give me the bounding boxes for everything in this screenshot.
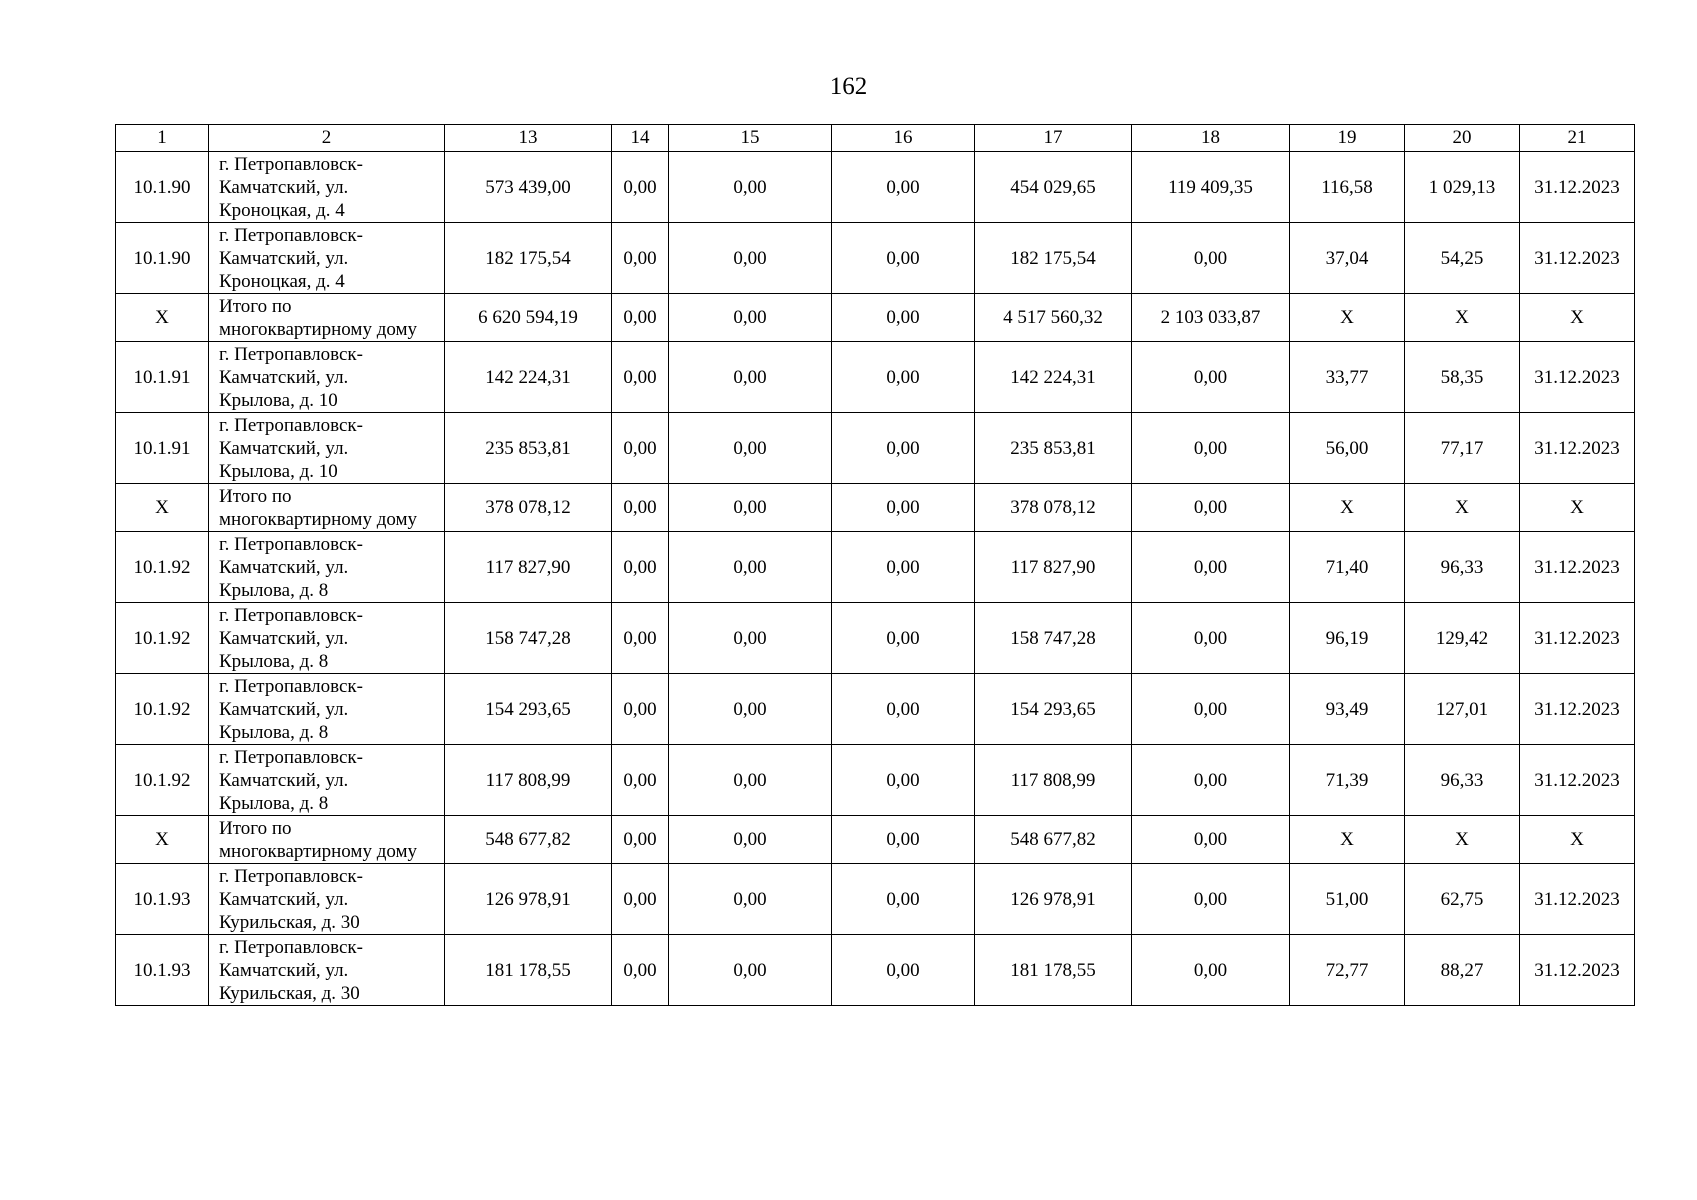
table-cell: 0,00 [832,532,975,603]
table-row [116,342,1635,413]
table-cell: 96,33 [1405,532,1520,603]
table-cell: 0,00 [612,294,669,342]
table-cell: 573 439,00 [445,152,612,223]
row-number-cell: 10.1.90 [116,223,209,294]
row-number-cell: 10.1.90 [116,152,209,223]
table-row [116,864,1635,935]
header-row [116,125,1635,152]
table-cell: 37,04 [1290,223,1405,294]
table-cell: X [1405,294,1520,342]
table-cell: 378 078,12 [445,484,612,532]
table-cell: 51,00 [1290,864,1405,935]
table-cell: 0,00 [612,745,669,816]
table-cell: 0,00 [612,342,669,413]
table-cell: 235 853,81 [445,413,612,484]
table-cell: 0,00 [612,935,669,1006]
table-cell: 548 677,82 [975,816,1132,864]
table-cell: 126 978,91 [975,864,1132,935]
table-cell: X [1290,294,1405,342]
table-cell: 0,00 [612,532,669,603]
table-cell: 0,00 [669,532,832,603]
table-cell: 0,00 [669,294,832,342]
table-cell: 182 175,54 [445,223,612,294]
table-cell: 117 827,90 [445,532,612,603]
table-cell: 96,19 [1290,603,1405,674]
table-cell: 77,17 [1405,413,1520,484]
table-cell: 0,00 [669,864,832,935]
table-cell: 1 029,13 [1405,152,1520,223]
row-number-cell: X [116,484,209,532]
table-cell: 142 224,31 [445,342,612,413]
table-cell: 0,00 [832,603,975,674]
table-cell: 0,00 [832,745,975,816]
total-row [116,816,1635,864]
column-header-1: 2 [209,125,445,152]
table-cell: 62,75 [1405,864,1520,935]
table-cell: 31.12.2023 [1520,532,1635,603]
row-number-cell: 10.1.92 [116,745,209,816]
table-cell: 126 978,91 [445,864,612,935]
row-number-cell: 10.1.91 [116,342,209,413]
column-header-4: 15 [669,125,832,152]
column-header-8: 19 [1290,125,1405,152]
column-header-0: 1 [116,125,209,152]
address-cell: г. Петропавловск- Камчатский, ул. Крылова, д. 10 [209,342,445,413]
table-cell: 548 677,82 [445,816,612,864]
table-cell: 0,00 [612,223,669,294]
table-cell: 378 078,12 [975,484,1132,532]
table-cell: X [1405,484,1520,532]
table-cell: 116,58 [1290,152,1405,223]
row-number-cell: X [116,816,209,864]
table-cell: 154 293,65 [975,674,1132,745]
table-row [116,223,1635,294]
table-cell: 142 224,31 [975,342,1132,413]
table-cell: 0,00 [669,342,832,413]
table-cell: X [1290,484,1405,532]
table-cell: 127,01 [1405,674,1520,745]
row-number-cell: 10.1.93 [116,864,209,935]
table-row [116,152,1635,223]
address-cell: Итого по многоквартирному дому [209,294,445,342]
address-cell: г. Петропавловск- Камчатский, ул. Крылова, д. 8 [209,674,445,745]
table-cell: 0,00 [612,816,669,864]
table-cell: 0,00 [832,484,975,532]
table-cell: 71,39 [1290,745,1405,816]
table-cell: 158 747,28 [445,603,612,674]
table-cell: 0,00 [1132,532,1290,603]
row-number-cell: 10.1.92 [116,603,209,674]
table-cell: 93,49 [1290,674,1405,745]
page-number: 162 [829,73,868,100]
table-cell: 54,25 [1405,223,1520,294]
table-cell: 235 853,81 [975,413,1132,484]
address-cell: г. Петропавловск- Камчатский, ул. Крылова, д. 10 [209,413,445,484]
table-cell: 117 808,99 [445,745,612,816]
address-cell: Итого по многоквартирному дому [209,816,445,864]
column-header-5: 16 [832,125,975,152]
table-cell: 31.12.2023 [1520,745,1635,816]
address-cell: г. Петропавловск- Камчатский, ул. Крылова, д. 8 [209,532,445,603]
table-cell: 31.12.2023 [1520,152,1635,223]
table-cell: 0,00 [1132,413,1290,484]
table-cell: 0,00 [669,816,832,864]
address-cell: Итого по многоквартирному дому [209,484,445,532]
table-cell: 96,33 [1405,745,1520,816]
table-row [116,745,1635,816]
table-cell: 2 103 033,87 [1132,294,1290,342]
row-number-cell: X [116,294,209,342]
table-cell: 31.12.2023 [1520,864,1635,935]
table-cell: 0,00 [669,413,832,484]
table-cell: 117 827,90 [975,532,1132,603]
table-cell: 0,00 [669,674,832,745]
table-cell: 0,00 [832,674,975,745]
data-table [115,124,1635,1006]
table-cell: 72,77 [1290,935,1405,1006]
table-cell: 0,00 [612,603,669,674]
address-cell: г. Петропавловск- Камчатский, ул. Крылова, д. 8 [209,603,445,674]
table-cell: 6 620 594,19 [445,294,612,342]
table-cell: 182 175,54 [975,223,1132,294]
table-cell: 0,00 [832,816,975,864]
table-row [116,935,1635,1006]
table-cell: X [1520,294,1635,342]
table-cell: 0,00 [669,484,832,532]
table-cell: 154 293,65 [445,674,612,745]
row-number-cell: 10.1.93 [116,935,209,1006]
table-cell: X [1520,484,1635,532]
table-row [116,674,1635,745]
table-cell: 0,00 [832,223,975,294]
table-row [116,413,1635,484]
table-cell: 0,00 [832,413,975,484]
table-cell: X [1405,816,1520,864]
table-cell: 0,00 [612,152,669,223]
table-cell: 181 178,55 [445,935,612,1006]
row-number-cell: 10.1.91 [116,413,209,484]
table-row [116,532,1635,603]
table-cell: 0,00 [612,674,669,745]
column-header-6: 17 [975,125,1132,152]
column-header-2: 13 [445,125,612,152]
table-cell: 58,35 [1405,342,1520,413]
address-cell: г. Петропавловск- Камчатский, ул. Курильская, д. 30 [209,935,445,1006]
table-cell: 31.12.2023 [1520,342,1635,413]
table-cell: 158 747,28 [975,603,1132,674]
table-cell: 0,00 [1132,484,1290,532]
total-row [116,294,1635,342]
row-number-cell: 10.1.92 [116,532,209,603]
table-cell: 4 517 560,32 [975,294,1132,342]
table-cell: 0,00 [669,935,832,1006]
table-cell: 31.12.2023 [1520,413,1635,484]
table-cell: 0,00 [612,413,669,484]
table-cell: 0,00 [1132,935,1290,1006]
table-cell: 0,00 [669,603,832,674]
table-cell: 0,00 [669,152,832,223]
table-cell: 31.12.2023 [1520,674,1635,745]
table-row [116,603,1635,674]
table-cell: 0,00 [612,484,669,532]
table-cell: 181 178,55 [975,935,1132,1006]
table-cell: 0,00 [832,935,975,1006]
total-row [116,484,1635,532]
table-cell: 0,00 [1132,342,1290,413]
table-cell: X [1520,816,1635,864]
table-cell: 0,00 [612,864,669,935]
table-cell: 31.12.2023 [1520,603,1635,674]
table-cell: X [1290,816,1405,864]
address-cell: г. Петропавловск- Камчатский, ул. Курильская, д. 30 [209,864,445,935]
table-cell: 117 808,99 [975,745,1132,816]
column-header-7: 18 [1132,125,1290,152]
column-header-10: 21 [1520,125,1635,152]
address-cell: г. Петропавловск- Камчатский, ул. Кроноцкая, д. 4 [209,152,445,223]
column-header-3: 14 [612,125,669,152]
table-header [116,125,1635,152]
column-header-9: 20 [1405,125,1520,152]
table-cell: 0,00 [832,864,975,935]
row-number-cell: 10.1.92 [116,674,209,745]
table-cell: 33,77 [1290,342,1405,413]
table-cell: 31.12.2023 [1520,935,1635,1006]
address-cell: г. Петропавловск- Камчатский, ул. Крылова, д. 8 [209,745,445,816]
table-cell: 0,00 [1132,864,1290,935]
table-cell: 71,40 [1290,532,1405,603]
table-cell: 0,00 [1132,603,1290,674]
table-cell: 0,00 [832,294,975,342]
table-cell: 0,00 [832,152,975,223]
table-cell: 129,42 [1405,603,1520,674]
table-cell: 454 029,65 [975,152,1132,223]
table-cell: 119 409,35 [1132,152,1290,223]
table-cell: 0,00 [1132,816,1290,864]
table-cell: 0,00 [669,745,832,816]
table-body [116,152,1635,1006]
table-cell: 0,00 [1132,223,1290,294]
table-cell: 0,00 [1132,674,1290,745]
table-cell: 0,00 [669,223,832,294]
address-cell: г. Петропавловск- Камчатский, ул. Кроноцкая, д. 4 [209,223,445,294]
table-cell: 56,00 [1290,413,1405,484]
table-cell: 0,00 [1132,745,1290,816]
table-cell: 0,00 [832,342,975,413]
table-cell: 88,27 [1405,935,1520,1006]
table-cell: 31.12.2023 [1520,223,1635,294]
